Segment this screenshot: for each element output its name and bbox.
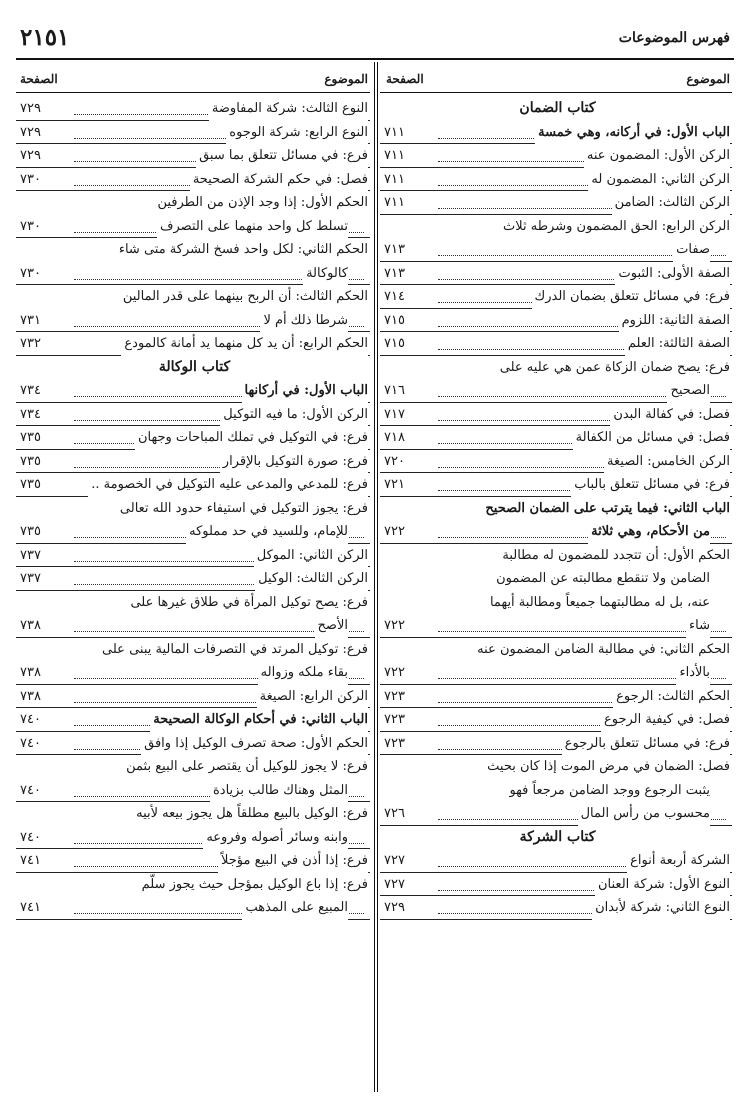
entry-page-number: ٧١٨ xyxy=(384,430,405,445)
entry-text: الصفة الأولى: الثبوت xyxy=(615,262,730,286)
entry-text: كتاب الوكالة xyxy=(158,358,231,375)
entry-page-number: ٧١٣ xyxy=(384,265,405,281)
entry-page-number: ٧٢٩ xyxy=(20,124,41,140)
entry-text: بالأداء xyxy=(676,661,710,685)
entry-text: الركن الخامس: الصيغة xyxy=(604,450,730,474)
index-entry xyxy=(380,262,732,286)
index-entry xyxy=(16,285,370,309)
entry-text: فصل: الضمان في مرض الموت إذا كان بحيث xyxy=(484,755,730,779)
header-rule xyxy=(16,58,734,60)
page-header xyxy=(18,26,732,56)
index-entry xyxy=(380,215,732,239)
index-entry xyxy=(16,661,370,685)
entry-text: الركن الثاني: المضمون له xyxy=(588,168,730,192)
index-entry xyxy=(16,802,370,826)
index-entry xyxy=(380,497,732,521)
index-entry xyxy=(16,450,370,474)
index-entry xyxy=(380,755,732,779)
entry-text: الباب الأول: في أركانه، وهي خمسة xyxy=(535,121,730,145)
entry-text: الحكم الثاني: في مطالبة الضامن المضمون عنه xyxy=(474,638,730,662)
entry-text: الباب الأول: في أركانها xyxy=(242,379,368,403)
index-entry xyxy=(380,708,732,732)
entry-text: كالوكالة xyxy=(303,262,348,286)
index-entry xyxy=(16,379,370,403)
entry-page-number: ٧٣٤ xyxy=(20,383,41,398)
entry-page-number: ٧٤٠ xyxy=(20,712,41,727)
entry-page-number: ٧٢٧ xyxy=(384,853,405,868)
index-entry xyxy=(380,520,732,544)
entry-page-number: ٧١٧ xyxy=(384,406,405,422)
index-entry xyxy=(16,238,370,262)
entry-page-number: ٧٢١ xyxy=(384,477,405,492)
entry-text: فرع: في مسائل تتعلق بالرجوع xyxy=(562,732,730,756)
index-entry xyxy=(16,779,370,803)
entry-text: فرع: يصح توكيل المرأة في طلاق غيرها على xyxy=(127,591,368,615)
index-entry xyxy=(16,121,370,145)
entry-text: شاء xyxy=(686,614,710,638)
entry-text: الحكم الأول: أن تتجدد للمضمون له مطالبة xyxy=(499,544,730,568)
entry-text: وابنه وسائر أصوله وفروعه xyxy=(203,826,348,850)
index-entry xyxy=(16,826,370,850)
index-entry xyxy=(380,356,732,380)
entry-text: الحكم الثالث: أن الربح بينهما على قدر المالين xyxy=(120,285,368,309)
index-entry xyxy=(380,403,732,427)
column-header-rule xyxy=(16,92,370,93)
entry-text: فصل: في حكم الشركة الصحيحة xyxy=(190,168,368,192)
entry-text: شرطا ذلك أم لا xyxy=(260,309,348,333)
entry-text: فرع: في مسائل تتعلق بالباب xyxy=(571,473,730,497)
index-entry xyxy=(380,332,732,356)
index-entries xyxy=(16,97,370,920)
page-column-label: الصفحة xyxy=(20,72,58,86)
column-header-rule xyxy=(380,92,732,93)
index-entry xyxy=(16,215,370,239)
entry-text: فرع: لا يجوز للوكيل أن يقتصر على البيع بثمن xyxy=(123,755,368,779)
entry-text: كتاب الشركة xyxy=(519,828,596,845)
entry-text: من الأحكام، وهي ثلاثة xyxy=(588,520,710,544)
entry-page-number: ٧١١ xyxy=(384,124,405,140)
index-entry xyxy=(16,567,370,591)
entry-page-number: ٧٢٢ xyxy=(384,524,405,539)
index-entry xyxy=(380,238,732,262)
entry-page-number: ٧١١ xyxy=(384,195,405,210)
column-divider xyxy=(374,62,378,1092)
index-entry xyxy=(380,802,732,826)
entry-page-number: ٧١٥ xyxy=(384,312,405,328)
entry-text: عنه، بل له مطالبتهما جميعاً ومطالبة أيهما xyxy=(487,591,710,615)
entry-text: فرع: للمدعي والمدعى عليه التوكيل في الخصومة .. xyxy=(88,473,368,497)
entry-text: الصفة الثانية: اللزوم xyxy=(619,309,730,333)
index-entry xyxy=(16,191,370,215)
entry-page-number: ٧٤١ xyxy=(20,853,41,868)
topic-column-label: الموضوع xyxy=(324,72,368,86)
entry-text: الركن الرابع: الصيغة xyxy=(257,685,368,709)
entry-page-number: ٧٢٢ xyxy=(384,618,405,633)
entry-text: فرع: يجوز التوكيل في استيفاء حدود الله تعالى xyxy=(117,497,368,521)
index-entry xyxy=(16,426,370,450)
entry-page-number: ٧١٦ xyxy=(384,383,405,398)
entry-text: فرع: يصح ضمان الزكاة عمن هي عليه على xyxy=(497,356,730,380)
running-title: فهرس الموضوعات xyxy=(618,30,730,46)
entry-text: الحكم الثالث: الرجوع xyxy=(613,685,730,709)
entry-text: فرع: توكيل المرتد في التصرفات المالية يبنى على xyxy=(99,638,368,662)
index-entry xyxy=(16,708,370,732)
index-entry xyxy=(16,638,370,662)
entry-page-number: ٧١٤ xyxy=(384,289,405,304)
index-entry xyxy=(16,309,370,333)
entry-page-number: ٧١١ xyxy=(384,171,405,187)
entry-text: الشركة أربعة أنواع xyxy=(627,849,730,873)
entry-page-number: ٧٣٠ xyxy=(20,265,41,281)
entry-text: فرع: الوكيل بالبيع مطلقاً هل يجوز بيعه لأبيه xyxy=(133,802,368,826)
entry-text: فصل: في مسائل من الكفالة xyxy=(573,426,730,450)
entry-text: الحكم الأول: إذا وجد الإذن من الطرفين xyxy=(154,191,368,215)
index-entry xyxy=(16,144,370,168)
entry-page-number: ٧٣٥ xyxy=(20,430,41,445)
entry-text: الحكم الأول: صحة تصرف الوكيل إذا وافق xyxy=(141,732,368,756)
index-entry xyxy=(16,732,370,756)
column-header xyxy=(16,66,370,92)
entry-text: الحكم الرابع: أن يد كل منهما يد أمانة كالمودع xyxy=(121,332,368,356)
page-number: ٢١٥١ xyxy=(20,24,70,51)
index-entry xyxy=(16,403,370,427)
entry-text: النوع الثالث: شركة المفاوضة xyxy=(209,97,368,121)
entry-text: فرع: صورة التوكيل بالإقرار xyxy=(220,450,368,474)
entry-text: تسلط كل واحد منهما على التصرف xyxy=(157,215,348,239)
entry-text: الركن الأول: ما فيه التوكيل xyxy=(220,403,368,427)
entry-text: فرع: إذا أذن في البيع مؤجلاً xyxy=(218,849,368,873)
entry-page-number: ٧٣٨ xyxy=(20,665,41,680)
entry-text: المبيع على المذهب xyxy=(242,896,348,920)
index-entry xyxy=(380,426,732,450)
right-column xyxy=(380,66,732,920)
index-entry xyxy=(380,450,732,474)
entry-text: النوع الثاني: شركة لأبدان xyxy=(592,896,730,920)
index-entry xyxy=(16,520,370,544)
entry-text: النوع الرابع: شركة الوجوه xyxy=(226,121,368,145)
entry-page-number: ٧٢٣ xyxy=(384,688,405,704)
entry-text: بقاء ملكه وزواله xyxy=(258,661,348,685)
entry-page-number: ٧٢٣ xyxy=(384,712,405,727)
entry-text: الركن الثالث: الضامن xyxy=(612,191,730,215)
page-column-label: الصفحة xyxy=(386,72,424,86)
index-entry xyxy=(380,379,732,403)
index-entry xyxy=(380,168,732,192)
index-entry xyxy=(380,849,732,873)
entry-text: يثبت الرجوع ووجد الضامن مرجعاً فهو xyxy=(506,779,710,803)
section-title xyxy=(16,356,370,380)
entry-text: كتاب الضمان xyxy=(519,100,596,116)
entry-text: الباب الثاني: فيما يترتب على الضمان الصحيح xyxy=(482,497,730,521)
section-title xyxy=(380,826,732,850)
section-title xyxy=(380,97,732,121)
index-entry xyxy=(380,144,732,168)
entry-text: فرع: في مسائل تتعلق بما سبق xyxy=(196,144,368,168)
index-entry xyxy=(380,685,732,709)
entry-page-number: ٧٤٠ xyxy=(20,829,41,845)
entry-text: الصفة الثالثة: العلم xyxy=(625,332,730,356)
entry-page-number: ٧٣٢ xyxy=(20,336,41,351)
entry-text: الركن الثاني: الموكل xyxy=(254,544,368,568)
entry-text: المثل وهناك طالب بزيادة xyxy=(210,779,348,803)
index-entry xyxy=(380,661,732,685)
entry-page-number: ٧١٥ xyxy=(384,336,405,351)
entry-text: الركن الرابع: الحق المضمون وشرطه ثلاث xyxy=(500,215,730,239)
index-entry xyxy=(380,614,732,638)
index-entry xyxy=(380,591,732,615)
index-entry xyxy=(16,896,370,920)
entry-page-number: ٧٢٦ xyxy=(384,806,405,821)
entry-page-number: ٧٢٠ xyxy=(384,453,405,469)
entry-text: الحكم الثاني: لكل واحد فسخ الشركة متى شاء xyxy=(116,238,368,262)
entry-page-number: ٧٣٠ xyxy=(20,218,41,234)
entry-text: للإمام، وللسيد في حد مملوكه xyxy=(186,520,348,544)
entry-text: صفات xyxy=(673,238,710,262)
index-entry xyxy=(380,567,732,591)
index-entry xyxy=(380,121,732,145)
entry-page-number: ٧٣٤ xyxy=(20,406,41,422)
entry-page-number: ٧٣٨ xyxy=(20,618,41,633)
entry-text: فرع: في مسائل تتعلق بضمان الدرك xyxy=(532,285,730,309)
index-entry xyxy=(16,849,370,873)
entry-page-number: ٧٤٠ xyxy=(20,782,41,798)
entry-text: فصل: في كفالة البدن xyxy=(610,403,730,427)
index-entry xyxy=(16,544,370,568)
entry-page-number: ٧٣٠ xyxy=(20,171,41,187)
entry-page-number: ٧٢٩ xyxy=(384,900,405,915)
entry-text: محسوب من رأس المال xyxy=(578,802,710,826)
entry-page-number: ٧١١ xyxy=(384,148,405,163)
index-entry xyxy=(16,614,370,638)
index-entry xyxy=(380,732,732,756)
entry-text: الباب الثاني: في أحكام الوكالة الصحيحة xyxy=(150,708,368,732)
index-entry xyxy=(16,591,370,615)
entry-page-number: ٧٤١ xyxy=(20,900,41,915)
index-entry xyxy=(380,779,732,803)
entry-page-number: ٧٢٧ xyxy=(384,876,405,892)
entry-page-number: ٧٣٨ xyxy=(20,688,41,704)
entry-text: الأصح xyxy=(315,614,348,638)
entry-page-number: ٧٣٥ xyxy=(20,477,41,492)
entry-page-number: ٧٣١ xyxy=(20,312,41,328)
entry-text: الضامن ولا تنقطع مطالبته عن المضمون xyxy=(493,567,710,591)
index-entry xyxy=(16,473,370,497)
left-column xyxy=(16,66,370,920)
entry-page-number: ٧١٣ xyxy=(384,242,405,257)
entry-page-number: ٧٣٥ xyxy=(20,453,41,469)
index-entry xyxy=(380,285,732,309)
index-entry xyxy=(380,309,732,333)
entry-page-number: ٧٣٥ xyxy=(20,524,41,539)
entry-page-number: ٧٣٧ xyxy=(20,547,41,563)
entry-page-number: ٧٢٩ xyxy=(20,101,41,116)
index-entry xyxy=(16,497,370,521)
index-entry xyxy=(16,262,370,286)
entry-page-number: ٧٢٢ xyxy=(384,665,405,680)
index-entry xyxy=(380,873,732,897)
index-entry xyxy=(380,473,732,497)
entry-page-number: ٧٢٣ xyxy=(384,735,405,751)
index-entry xyxy=(16,755,370,779)
column-header xyxy=(380,66,732,92)
entry-page-number: ٧٢٩ xyxy=(20,148,41,163)
index-entry xyxy=(16,168,370,192)
index-entry xyxy=(380,544,732,568)
index-entry xyxy=(16,685,370,709)
entry-text: النوع الأول: شركة العنان xyxy=(595,873,730,897)
entry-text: فرع: إذا باع الوكيل بمؤجل حيث يجوز سلّم xyxy=(139,873,368,897)
entry-text: فصل: في كيفية الرجوع xyxy=(601,708,730,732)
index-entry xyxy=(380,191,732,215)
entry-text: الركن الثالث: الوكيل xyxy=(255,567,368,591)
index-entry xyxy=(16,97,370,121)
entry-text: الركن الأول: المضمون عنه xyxy=(584,144,730,168)
index-entry xyxy=(16,332,370,356)
entry-page-number: ٧٣٧ xyxy=(20,571,41,586)
index-entries xyxy=(380,97,732,920)
entry-page-number: ٧٤٠ xyxy=(20,735,41,751)
index-entry xyxy=(16,873,370,897)
index-entry xyxy=(380,638,732,662)
index-entry xyxy=(380,896,732,920)
entry-text: فرع: في التوكيل في تملك المباحات وجهان xyxy=(135,426,368,450)
entry-text: الصحيح xyxy=(667,379,710,403)
topic-column-label: الموضوع xyxy=(686,72,730,86)
